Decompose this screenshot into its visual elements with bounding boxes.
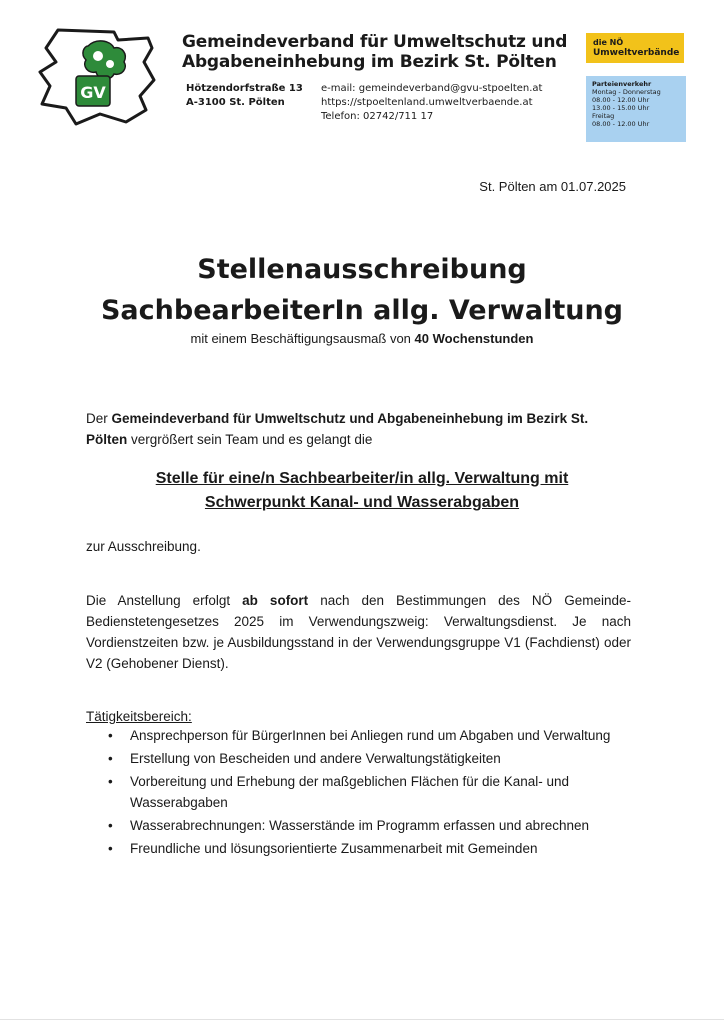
employment-start: ab sofort — [242, 593, 309, 608]
employment-paragraph — [86, 590, 631, 674]
list-item — [108, 838, 628, 859]
working-hours-value: 40 Wochenstunden — [414, 331, 534, 346]
office-hours-line: Freitag — [592, 112, 615, 120]
working-hours-note — [0, 331, 724, 346]
organization-logo — [36, 26, 156, 128]
office-hours-line: 13.00 - 15.00 Uhr — [592, 104, 650, 112]
task-text: Erstellung von Bescheiden und andere Verwaltungstätigkeiten — [130, 751, 501, 766]
bullet-icon: • — [108, 751, 113, 766]
street: Hötzendorfstraße 13 — [186, 83, 303, 94]
page-edge-divider — [0, 1019, 724, 1020]
list-item — [108, 748, 628, 769]
document-date: St. Pölten am 01.07.2025 — [479, 179, 626, 194]
office-hours-line: 08.00 - 12.00 Uhr — [592, 96, 650, 104]
bullet-icon: • — [108, 818, 113, 833]
contact-details — [321, 82, 542, 124]
tasks-list — [108, 725, 628, 859]
working-hours-prefix: mit einem Beschäftigungsausmaß von — [190, 331, 415, 346]
page-title: Stellenausschreibung — [197, 254, 527, 285]
intro-paragraph — [86, 408, 606, 450]
page-subtitle-position: SachbearbeiterIn allg. Verwaltung — [100, 295, 624, 326]
position-line2: Schwerpunkt Kanal- und Wasserabgaben — [204, 494, 520, 511]
logo-lettering: GV — [80, 83, 106, 102]
employment-prefix: Die Anstellung erfolgt — [86, 593, 243, 608]
list-item — [108, 771, 628, 813]
task-text: Ansprechperson für BürgerInnen bei Anliegen rund um Abgaben und Verwaltung — [130, 728, 611, 743]
postal-address — [186, 82, 303, 110]
organization-name — [182, 32, 567, 72]
website-link[interactable]: https://stpoeltenland.umweltverbaende.at — [321, 97, 533, 108]
bullet-icon: • — [108, 841, 113, 856]
intro-prefix: Der — [86, 411, 112, 426]
position-line1: Stelle für eine/n Sachbearbeiter/in allg. Verwaltung mit — [155, 470, 569, 487]
bullet-icon: • — [108, 728, 113, 743]
office-hours-line: Montag - Donnerstag — [592, 88, 661, 96]
position-heading — [0, 467, 724, 515]
bullet-icon: • — [108, 774, 113, 789]
employment-details: nach den Bestimmungen des NÖ Gemeinde-Bedienstetengesetzes 2025 im Verwendungszweig: Verwaltungsdienst. Je nach Vordienstzeiten bzw. je Ausbildungsstand in der Verwendungsgruppe V1 (Fachdienst) oder V2 (Gehobener Dienst). — [86, 593, 631, 671]
org-name-line1: Gemeindeverband für Umweltschutz und — [182, 32, 568, 52]
email-link[interactable]: e-mail: gemeindeverband@gvu-stpoelten.at — [321, 83, 543, 94]
umweltverbaende-badge — [586, 33, 684, 63]
office-hours-heading: Parteienverkehr — [592, 80, 652, 88]
task-text: Freundliche und lösungsorientierte Zusammenarbeit mit Gemeinden — [130, 841, 538, 856]
phone: Telefon: 02742/711 17 — [321, 111, 434, 122]
intro-organization: Gemeindeverband für Umweltschutz und Abgabeneinhebung im Bezirk St. Pölten — [86, 411, 589, 447]
badge-small-text: die NÖ — [593, 38, 624, 47]
task-text: Wasserabrechnungen: Wasserstände im Programm erfassen und abrechnen — [130, 818, 589, 833]
badge-big-text: Umweltverbände — [593, 48, 680, 58]
tasks-heading: Tätigkeitsbereich: — [86, 709, 192, 724]
advertisement-note: zur Ausschreibung. — [86, 539, 201, 554]
office-hours-box — [586, 76, 686, 142]
list-item — [108, 815, 628, 836]
office-hours-line: 08.00 - 12.00 Uhr — [592, 120, 650, 128]
list-item — [108, 725, 628, 746]
org-name-line2: Abgabeneinhebung im Bezirk St. Pölten — [182, 52, 557, 72]
task-text: Vorbereitung und Erhebung der maßgeblichen Flächen für die Kanal- und Wasserabgaben — [130, 774, 570, 810]
city: A-3100 St. Pölten — [186, 97, 285, 108]
intro-suffix: vergrößert sein Team und es gelangt die — [127, 432, 373, 447]
